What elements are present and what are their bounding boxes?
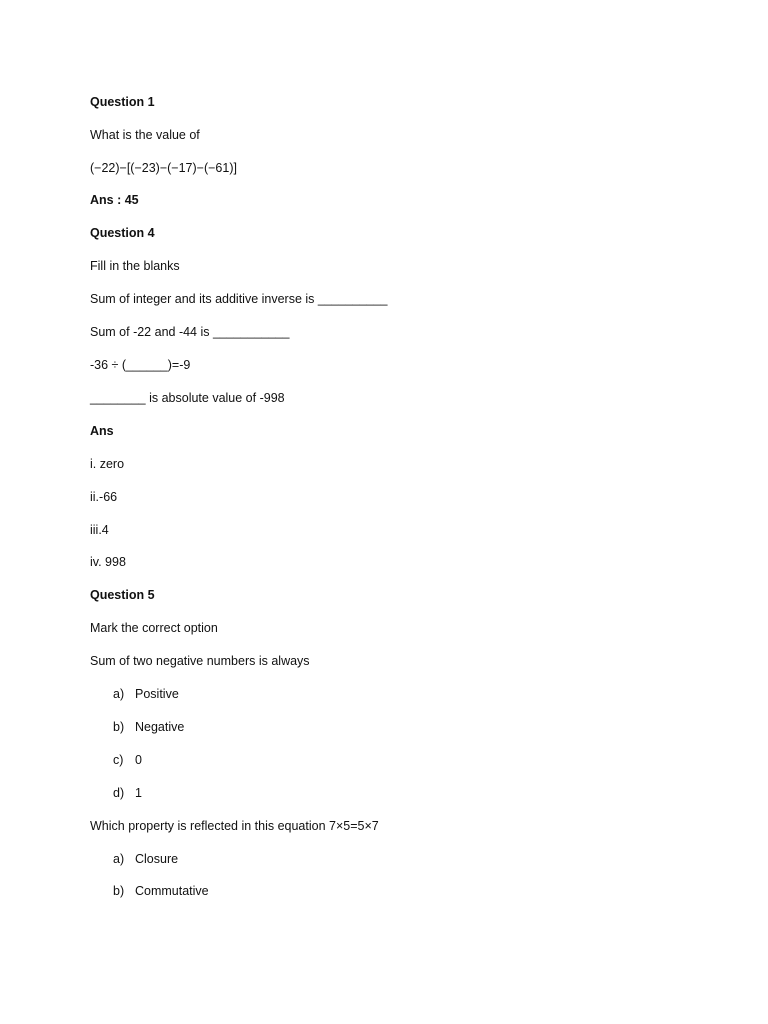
- option-label: b): [113, 720, 125, 734]
- question-4-answer-heading: Ans: [90, 424, 114, 438]
- option-label: c): [113, 753, 124, 767]
- option-text: Positive: [135, 687, 179, 701]
- question-4-title: Question 4: [90, 226, 155, 240]
- question-4-blank-2: Sum of -22 and -44 is ___________: [90, 325, 290, 339]
- question-5-instruction: Mark the correct option: [90, 621, 218, 635]
- option-text: Commutative: [135, 884, 209, 898]
- question-4-answer-4: iv. 998: [90, 555, 126, 569]
- question-5-part-1-question: Sum of two negative numbers is always: [90, 654, 310, 668]
- option-text: Negative: [135, 720, 185, 734]
- option-label: b): [113, 884, 125, 898]
- question-4-blank-4: ________ is absolute value of -998: [90, 391, 285, 405]
- option-label: a): [113, 852, 125, 866]
- question-5-title: Question 5: [90, 588, 155, 602]
- option-text: Closure: [135, 852, 179, 866]
- question-4-blank-3: -36 ÷ (______)=-9: [90, 358, 191, 372]
- question-1-prompt: What is the value of: [90, 128, 200, 142]
- question-1-expression: (−22)−[(−23)−(−17)−(−61)]: [90, 161, 237, 175]
- question-4-instruction: Fill in the blanks: [90, 259, 180, 273]
- question-1-title: Question 1: [90, 95, 155, 109]
- question-4-blank-1: Sum of integer and its additive inverse is __________: [90, 292, 388, 306]
- option-text: 1: [135, 786, 142, 800]
- option-label: d): [113, 786, 125, 800]
- option-label: a): [113, 687, 125, 701]
- question-5-part-2-question: Which property is reflected in this equation 7×5=5×7: [90, 819, 379, 833]
- option-text: 0: [135, 753, 142, 767]
- question-4-answer-2: ii.-66: [90, 490, 118, 504]
- question-1-answer: Ans : 45: [90, 193, 139, 207]
- question-4-answer-1: i. zero: [90, 457, 125, 471]
- question-4-answer-3: iii.4: [90, 523, 109, 537]
